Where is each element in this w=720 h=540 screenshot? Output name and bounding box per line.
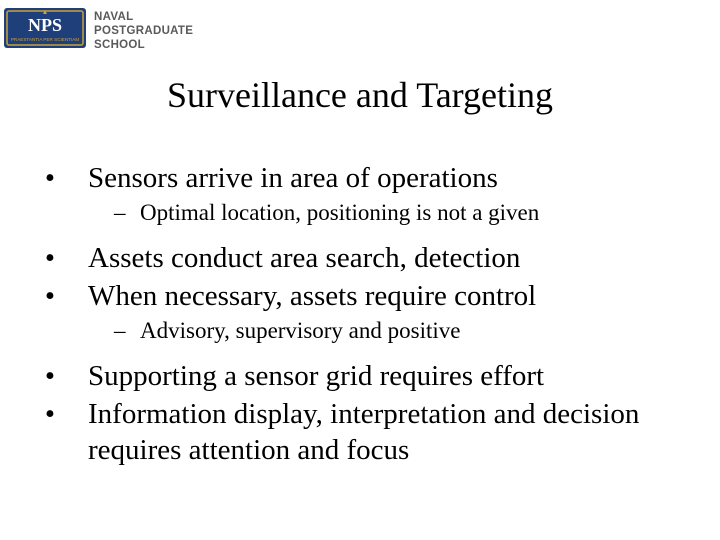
bullet-item <box>30 240 710 276</box>
bullet-icon: • <box>44 280 56 312</box>
bullet-item <box>30 278 710 314</box>
dash-icon: – <box>114 318 126 343</box>
bullet-text: Sensors arrive in area of operations <box>88 162 498 194</box>
bullet-list <box>30 160 710 468</box>
bullet-text: Assets conduct area search, detection <box>88 242 521 274</box>
school-name <box>94 10 193 52</box>
bullet-icon: • <box>44 242 56 274</box>
bullet-item <box>30 160 710 196</box>
bullet-item <box>30 396 710 468</box>
bullet-icon: • <box>44 360 56 392</box>
slide-title: Surveillance and Targeting <box>166 75 554 115</box>
nps-logo <box>2 4 202 60</box>
seal-text: NPS <box>27 15 63 35</box>
nps-seal-icon <box>2 4 88 52</box>
bullet-text: Supporting a sensor grid requires effort <box>88 360 545 392</box>
bullet-icon: • <box>44 162 56 194</box>
sub-bullet-text: Optimal location, positioning is not a given <box>140 200 540 225</box>
dash-icon: – <box>114 200 126 225</box>
bullet-item <box>30 358 710 394</box>
school-line: NAVAL <box>94 11 134 23</box>
bullet-icon: • <box>44 398 56 430</box>
seal-motto: PRAESTANTIA PER SCIENTIAM <box>10 37 80 42</box>
sub-bullet-item <box>30 316 710 346</box>
school-line: POSTGRADUATE <box>94 25 194 37</box>
sub-bullet-item <box>30 198 710 228</box>
school-line: SCHOOL <box>94 39 145 51</box>
bullet-text: When necessary, assets require control <box>88 280 537 312</box>
bullet-text: Information display, interpretation and decision requires attention and focus <box>88 398 640 466</box>
sub-bullet-text: Advisory, supervisory and positive <box>140 318 461 343</box>
